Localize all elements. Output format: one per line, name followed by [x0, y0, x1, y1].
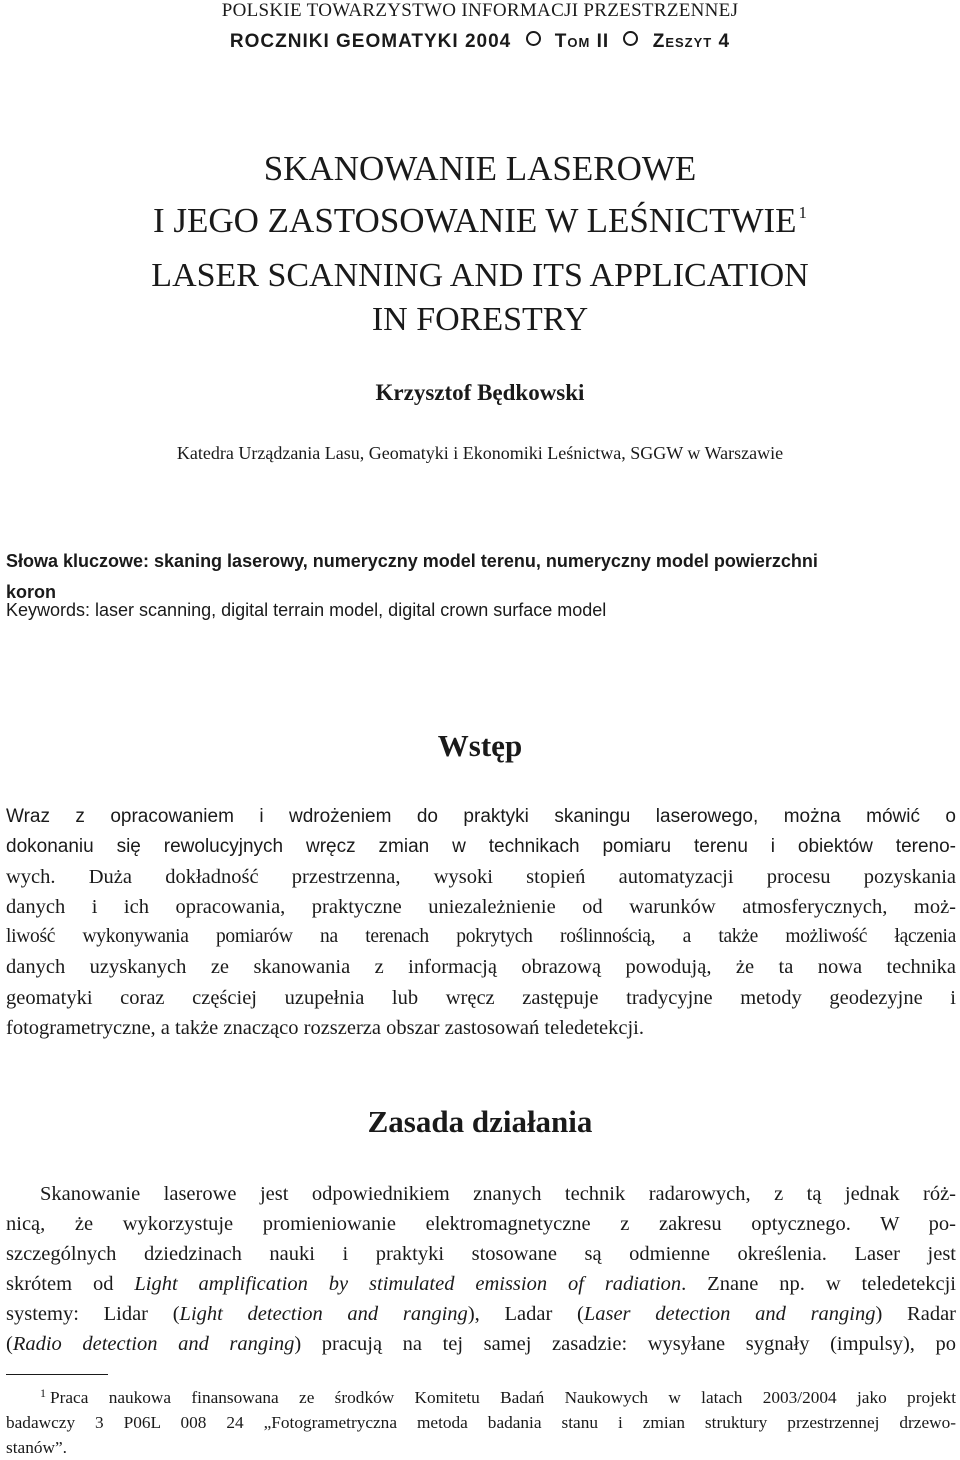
title-footnote-mark[interactable]: 1 [798, 203, 808, 222]
keywords-pl-line1: Słowa kluczowe: skaning laserowy, numeryczny model terenu, numeryczny model powierzchni [6, 551, 818, 571]
footnote-line: badawczy 3 P06L 008 24 „Fotogrametryczna metoda badania stanu i zmian struktury przestrzennej drzewo- [6, 1413, 956, 1432]
paragraph-line: danych uzyskanych ze skanowania z informacją obrazową powodują, że ta nowa technika [6, 956, 956, 979]
paragraph-line: systemy: Lidar (Light detection and ranging), Ladar (Laser detection and ranging) Radar [6, 1303, 956, 1326]
paragraph-line: Wraz z opracowaniem i wdrożeniem do praktyki skaningu laserowego, można mówić o [6, 806, 956, 827]
footnote-line: stanów”. [6, 1438, 67, 1457]
bullet-icon [526, 31, 541, 46]
journal-header [0, 31, 960, 53]
society-name: POLSKIE TOWARZYSTWO INFORMACJI PRZESTRZENNEJ [221, 0, 739, 21]
journal-name: ROCZNIKI GEOMATYKI 2004 [229, 31, 512, 52]
paragraph-line: geomatyki coraz częściej uzupełnia lub wręcz zastępuje tradycyjne metody geodezyjne i [6, 986, 956, 1009]
paragraph-line: nicą, że wykorzystuje promieniowanie elektromagnetyczne z zakresu optycznego. W po- [6, 1213, 956, 1236]
title-pl-line2: I JEGO ZASTOSOWANIE W LEŚNICTWIE $^1$ [152, 201, 808, 240]
intro-paragraph [6, 802, 956, 1043]
paragraph-line: dokonaniu się rewolucyjnych wręcz zmian w technikach pomiaru terenu i obiektów tereno- [6, 836, 956, 858]
footnote-mark: 1 [40, 1386, 46, 1400]
paragraph-line: liwość wykonywania pomiarów na terenach pokrytych roślinnością, a także możliwość łączenia [6, 926, 956, 948]
keywords-en: Keywords: laser scanning, digital terrain model, digital crown surface model [6, 600, 607, 620]
term-laser: Light amplification by stimulated emission of radiation [134, 1273, 682, 1296]
section-heading-intro: Wstęp [437, 728, 523, 763]
footnote-rule [6, 1374, 108, 1375]
paragraph-line: wych. Duża dokładność przestrzenna, wysoki stopień automatyzacji procesu pozyskania [6, 866, 956, 889]
paragraph-line: fotogrametryczne, a także znacząco rozszerza obszar zastosowań teledetekcji. [6, 1016, 644, 1039]
title-en-line2: IN FORESTRY [371, 301, 589, 338]
keywords-pl [6, 546, 956, 608]
paragraph-line: Skanowanie laserowe jest odpowiednikiem znanych technik radarowych, z tą jednak róż- [40, 1183, 956, 1205]
title-en-line1: LASER SCANNING AND ITS APPLICATION [151, 257, 809, 294]
bullet-icon [623, 31, 638, 46]
paragraph-line: danych i ich opracowania, praktyczne uniezależnienie od warunków atmosferycznych, moż- [6, 896, 956, 919]
footnote [6, 1381, 956, 1460]
term-radar: Radio detection and ranging [12, 1333, 295, 1356]
term-ladar: Laser detection and ranging [583, 1303, 876, 1326]
paragraph-line: (Radio detection and ranging) pracują na tej samej zasadzie: wysyłane sygnały (impulsy), po [6, 1333, 956, 1356]
affiliation: Katedra Urządzania Lasu, Geomatyki i Ekonomiki Leśnictwa, SGGW w Warszawie [176, 443, 784, 463]
author-name: Krzysztof Będkowski [375, 380, 585, 405]
title-pl-line1: SKANOWANIE LASEROWE [263, 149, 697, 188]
journal-volume: Tom II [554, 31, 610, 52]
section-heading-principle: Zasada działania [367, 1104, 593, 1139]
term-lidar: Light detection and ranging [179, 1303, 468, 1326]
principle-paragraph [6, 1179, 956, 1360]
keywords-pl-line2: koron [6, 582, 57, 602]
journal-issue: Zeszyt 4 [652, 31, 731, 52]
paragraph-line: szczególnych dziedzinach nauki i praktyki stosowane są odmienne określenia. Laser jest [6, 1243, 956, 1266]
paragraph-line: skrótem od Light amplification by stimulated emission of radiation. Znane np. w teledetekcji [6, 1273, 957, 1296]
footnote-line: $^1$ Praca naukowa finansowana ze środków Komitetu Badań Naukowych w latach 2003/2004 jako projekt [40, 1386, 956, 1407]
